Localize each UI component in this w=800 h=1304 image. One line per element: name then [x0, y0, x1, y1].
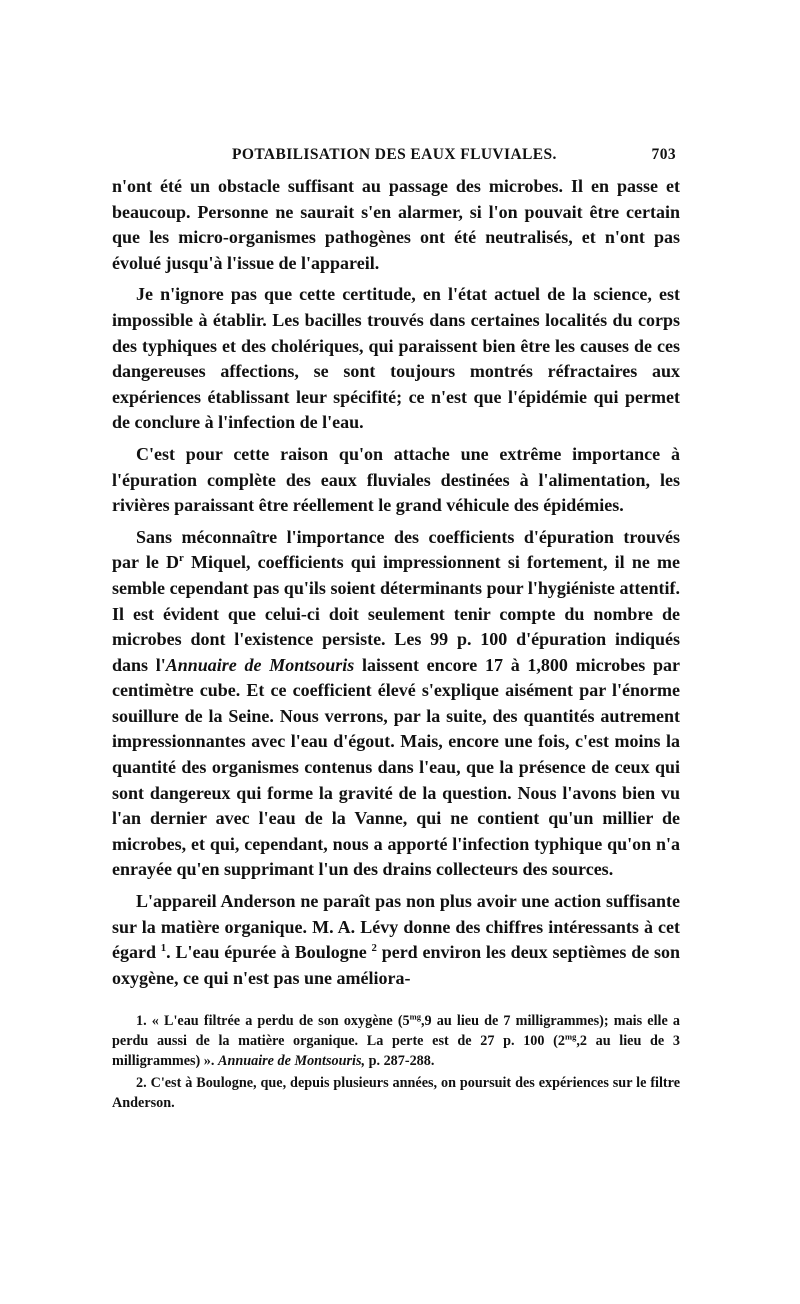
footnote-1-part-b: ,9 au lieu de 7 milligrammes); mais elle a perdu aussi de la matière organique. La perte est de 27 p. 100 (2: [112, 1013, 680, 1050]
paragraph-5: [112, 889, 680, 991]
footnote-1-part-a: « L'eau filtrée a perdu de son oxygène (5: [146, 1013, 410, 1030]
footnotes: [112, 1011, 680, 1113]
running-title: POTABILISATION DES EAUX FLUVIALES.: [232, 146, 557, 163]
page-number: 703: [651, 146, 676, 163]
footnote-1-part-c: ,2 au lieu de 3 milligrammes) ».: [112, 1033, 680, 1070]
paragraph-4-part-a: Sans méconnaître l'importance des coefficients d'épuration trouvés par le D: [112, 526, 680, 573]
footnote-1-sup-a: mg: [409, 1011, 421, 1022]
footnote-2-number: 2.: [136, 1075, 147, 1092]
footnote-1-part-d: p. 287-288.: [365, 1053, 435, 1070]
footnote-1: [112, 1011, 680, 1071]
footnote-1-source-italic: Annuaire de Montsouris,: [217, 1053, 366, 1070]
body-text: [112, 174, 680, 991]
paragraph-4-part-b: Miquel, coefficients qui impressionnent si fortement, il ne me semble cependant pas qu'ils soient déterminants pour l'hygiéniste attentif. Il est évident que celui-ci doit seulement tenir compte du nombre de microbes dont l'existence persiste. Les 99 p. 100 d'épuration indiqués dans l': [112, 552, 680, 675]
paragraph-4: [112, 525, 680, 883]
paragraph-3: C'est pour cette raison qu'on attache une extrême importance à l'épuration complète des eaux fluviales destinées à l'alimentation, les rivières paraissant être réellement le grand véhicule des épidémies.: [112, 443, 680, 516]
footnote-1-number: 1.: [136, 1013, 147, 1030]
paragraph-5-part-a: L'appareil Anderson ne paraît pas non plus avoir une action suffisante sur la matière organique. M. A. Lévy donne des chiffres intéressants à cet égard: [112, 891, 680, 963]
book-page: [112, 146, 680, 1115]
paragraph-1: n'ont été un obstacle suffisant au passage des microbes. Il en passe et beaucoup. Personne ne saurait s'en alarmer, si l'on pouvait être certain que les micro-organismes pathogènes ont été neutralisés, et n'ont pas évolué jusqu'à l'issue de l'appareil.: [112, 176, 680, 273]
paragraph-5-part-b: . L'eau épurée à Boulogne: [166, 942, 372, 963]
footnote-ref-1: 1: [160, 942, 167, 955]
footnote-2-text: C'est à Boulogne, que, depuis plusieurs années, on poursuit des expériences sur le filtre Anderson.: [112, 1075, 680, 1112]
paragraph-2: Je n'ignore pas que cette certitude, en l'état actuel de la science, est impossible à établir. Les bacilles trouvés dans certaines localités du corps des typhiques et des cholériques, qui paraissent bien être les causes de ces dangereuses affections, se sont toujours montrés réfractaires aux expériences établissant leur spécifité; ce n'est que l'épidémie qui permet de conclure à l'infection de l'eau.: [112, 284, 680, 433]
footnote-ref-2: 2: [371, 942, 377, 955]
paragraph-5-part-c: perd environ les deux septièmes de son oxygène, ce qui n'est pas une améliora-: [112, 942, 680, 988]
footnote-2: [112, 1073, 680, 1113]
running-head: [112, 146, 680, 172]
footnote-1-sup-b: mg: [564, 1031, 577, 1042]
annuaire-title-italic: Annuaire de Montsouris: [165, 654, 355, 675]
paragraph-4-part-c: laissent encore 17 à 1,800 microbes par centimètre cube. Et ce coefficient élevé s'explique aisément par l'énorme souillure de la Seine. Nous verrons, par la suite, des quantités autrement impressionnantes avec l'eau d'égout. Mais, encore une fois, c'est moins la quantité des organismes contenus dans l'eau, que la présence de ceux qui sont dangereux qui forme la gravité de la question. Nous l'avons bien vu l'an dernier avec l'eau de la Vanne, qui ne contient qu'un millier de microbes, et qui, cependant, nous a apporté l'infection typhique qu'on n'a enrayée qu'en supprimant l'un des drains collecteurs des sources.: [112, 654, 680, 880]
doctor-abbrev-superscript: r: [179, 552, 184, 565]
